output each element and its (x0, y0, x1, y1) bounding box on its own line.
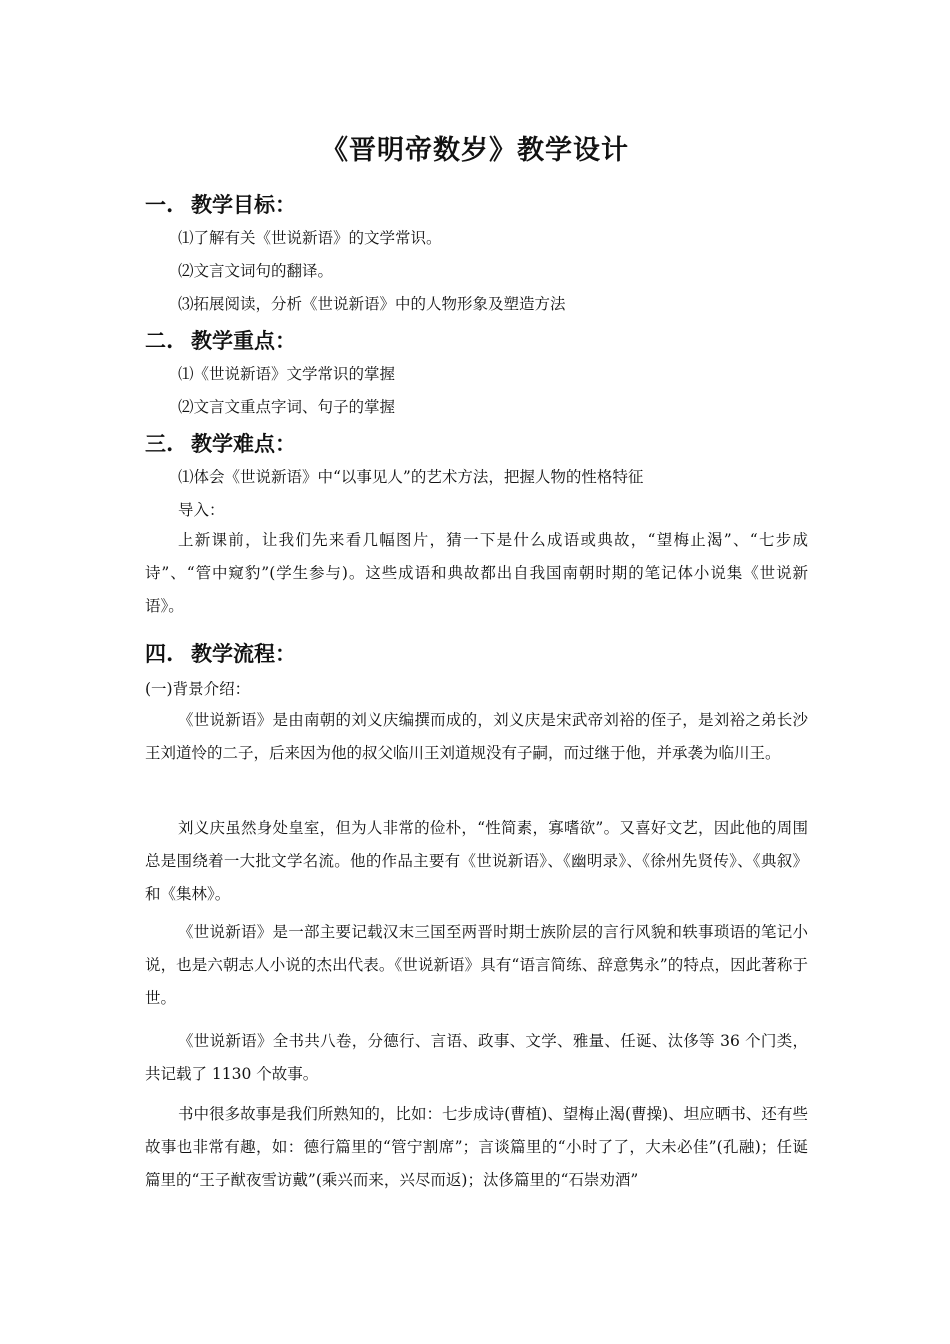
section-number: 三. (145, 431, 174, 456)
section-label: 教学难点： (191, 431, 296, 456)
body-paragraph: 刘义庆虽然身处皇室，但为人非常的俭朴，“性简素，寡嗜欲”。又喜好文艺，因此他的周围总是围绕着一大批文学名流。他的作品主要有《世说新语》、《幽明录》、《徐州先贤传》、《典叙》和《集林》。 (145, 819, 808, 903)
list-item: ⑵文言文重点字词、句子的掌握 (178, 398, 396, 416)
list-item: ⑴体会《世说新语》中“以事见人”的艺术方法，把握人物的性格特征 (178, 468, 644, 486)
list-item: ⑵文言文词句的翻译。 (178, 262, 334, 280)
section-heading-difficulties (145, 428, 296, 458)
subsection-heading: (一)背景介绍： (145, 680, 251, 698)
section-label: 教学目标： (191, 192, 296, 217)
body-paragraph: 书中很多故事是我们所熟知的，比如：七步成诗(曹植)、望梅止渴(曹操)、坦应晒书、还有些故事也非常有趣，如：德行篇里的“管宁割席”；言谈篇里的“小时了了，大未必佳”(孔融)；任诞篇里的“王子猷夜雪访戴”(乘兴而来，兴尽而返)；汰侈篇里的“石崇劝酒” (145, 1105, 808, 1189)
section-heading-key-points (145, 325, 296, 355)
document-title: 《晋明帝数岁》教学设计 (321, 135, 629, 166)
section-number: 二. (145, 328, 174, 353)
intro-label: 导入： (178, 501, 225, 519)
section-heading-process (145, 638, 296, 668)
list-item: ⑶拓展阅读，分析《世说新语》中的人物形象及塑造方法 (178, 295, 566, 313)
section-heading-objectives (145, 189, 296, 219)
intro-paragraph: 上新课前，让我们先来看几幅图片，猜一下是什么成语或典故，“望梅止渴”、“七步成诗”、“管中窥豹”(学生参与)。这些成语和典故都出自我国南朝时期的笔记体小说集《世说新语》。 (145, 531, 808, 615)
body-paragraph: 《世说新语》是一部主要记载汉末三国至两晋时期士族阶层的言行风貌和轶事琐语的笔记小说，也是六朝志人小说的杰出代表。《世说新语》具有“语言简练、辞意隽永”的特点，因此著称于世。 (145, 923, 808, 1007)
body-paragraph: 《世说新语》是由南朝的刘义庆编撰而成的，刘义庆是宋武帝刘裕的侄子，是刘裕之弟长沙王刘道怜的二子，后来因为他的叔父临川王刘道规没有子嗣，而过继于他，并承袭为临川王。 (145, 711, 808, 762)
section-label: 教学重点： (191, 328, 296, 353)
section-label: 教学流程： (191, 641, 296, 666)
list-item: ⑴《世说新语》文学常识的掌握 (178, 365, 396, 383)
section-number: 四. (145, 641, 174, 666)
body-paragraph: 《世说新语》全书共八卷，分德行、言语、政事、文学、雅量、任诞、汰侈等 36 个门类，共记载了 1130 个故事。 (145, 1032, 808, 1083)
section-number: 一. (145, 192, 174, 217)
list-item: ⑴了解有关《世说新语》的文学常识。 (178, 229, 442, 247)
